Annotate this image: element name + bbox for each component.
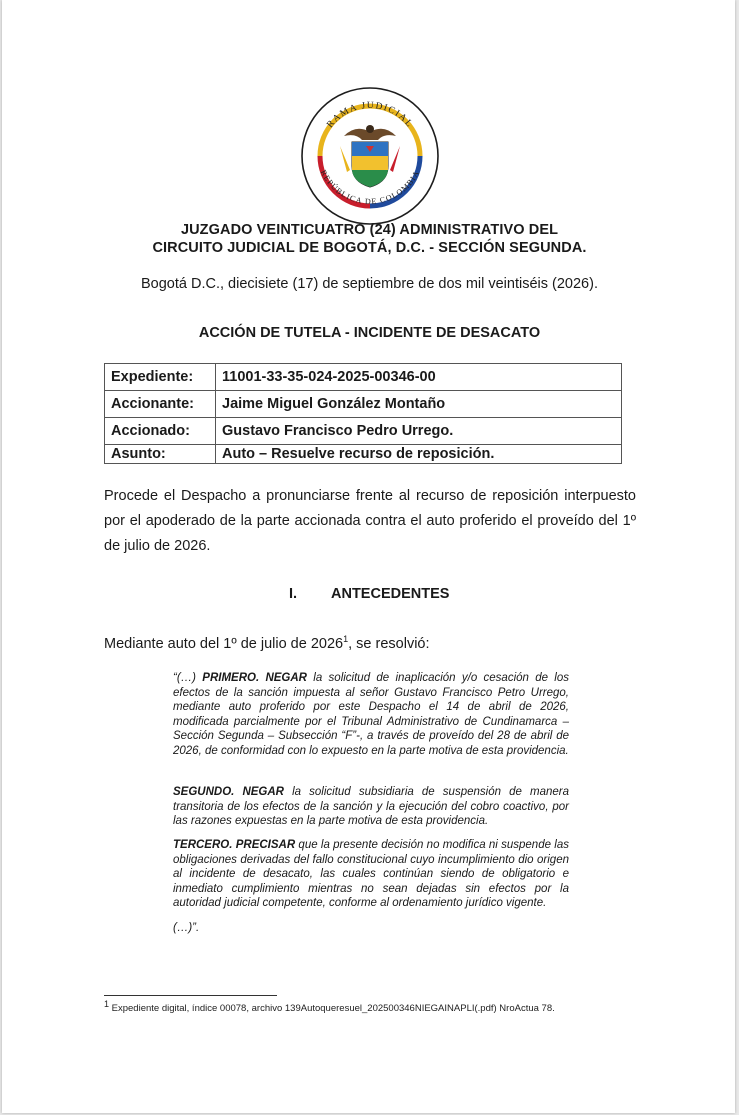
footnote-reference: 1 — [343, 634, 349, 645]
coat-of-arms-shield-icon — [352, 142, 388, 187]
quote-paragraph-3 — [173, 838, 569, 911]
section-number: I. — [289, 586, 298, 602]
table-row — [105, 391, 622, 418]
footnote — [104, 998, 704, 1014]
table-row — [105, 445, 622, 464]
seal-bottom-text: REPÚBLICA DE COLOMBIA — [318, 168, 422, 207]
seal-top-text: RAMA JUDICIAL — [325, 100, 415, 131]
quote-lead-tercero: TERCERO. PRECISAR — [173, 839, 296, 851]
case-value: Auto – Resuelve recurso de reposición. — [216, 445, 622, 464]
quote-text-primero: la solicitud de inaplicación y/o cesación de los efectos de la sanción impuesta al señor Gustavo Francisco Petro Urrego, mediante auto proferido por este Despacho el 14 de abril de 2026, modificada parcialmente por el Tribunal Administrativo de Cundinamarca – Sección Segunda – Subsección “F”-, a través de proveído del 28 de abril de 2026, de conformidad con lo expuesto en la parte motiva de esta providencia. — [173, 672, 570, 757]
table-row — [105, 364, 622, 391]
document-title: ACCIÓN DE TUTELA - INCIDENTE DE DESACATO — [198, 325, 541, 341]
quote-lead-segundo: SEGUNDO. NEGAR — [173, 786, 284, 798]
resolved-tail: , se resolvió: — [348, 636, 430, 652]
case-label: Asunto: — [105, 445, 216, 464]
court-name-line-1: JUZGADO VEINTICUATRO (24) ADMINISTRATIVO DEL — [180, 222, 559, 238]
case-value: Gustavo Francisco Pedro Urrego. — [216, 418, 622, 445]
resolved-text: Mediante auto del 1º de julio de 2026 — [104, 636, 344, 652]
case-value: Jaime Miguel González Montaño — [216, 391, 622, 418]
rama-judicial-seal — [300, 86, 440, 226]
quote-paragraph-2 — [173, 785, 569, 829]
section-heading — [289, 586, 449, 602]
intro-paragraph: Procede el Despacho a pronunciarse frente al recurso de reposición interpuesto por el apoderado de la parte accionada contra el auto proferido el proveído del 1º de julio de 2026. — [104, 488, 636, 554]
court-name-line-2: CIRCUITO JUDICIAL DE BOGOTÁ, D.C. - SECCIÓN SEGUNDA. — [152, 240, 587, 256]
resolved-paragraph — [104, 632, 636, 657]
case-label: Accionante: — [105, 391, 216, 418]
case-value: 11001-33-35-024-2025-00346-00 — [216, 364, 622, 391]
quote-opening: “(…) — [173, 672, 203, 684]
quote-closing: (…)”. — [173, 922, 200, 934]
case-label: Accionado: — [105, 418, 216, 445]
quote-paragraph-1 — [173, 671, 569, 759]
section-title: ANTECEDENTES — [331, 586, 450, 602]
case-details-table — [104, 363, 622, 464]
footnote-text: Expediente digital, índice 00078, archivo 139Autoqueresuel_202500346NIEGAINAPLI(.pdf) NroActua 78. — [109, 1003, 555, 1014]
table-row — [105, 418, 622, 445]
footnote-marker: 1 — [104, 998, 110, 1009]
quote-text-segundo: la solicitud subsidiaria de suspensión de manera transitoria de los efectos de la sanción y la ejecución del cobro coactivo, por las razones expuestas en la parte motiva de esta providencia. — [173, 786, 569, 828]
footnote-divider — [104, 995, 277, 996]
quote-text-tercero: que la presente decisión no modifica ni suspende las obligaciones derivadas del fallo constitucional cuyo incumplimiento dio origen al incidente de desacato, las cuales continúan siendo de obligatorio e inmediato cumplimiento mientras no sean dejadas sin efectos por la autoridad judicial competente, conforme al ordenamiento jurídico vigente. — [173, 839, 569, 910]
case-label: Expediente: — [105, 364, 216, 391]
date-line: Bogotá D.C., diecisiete (17) de septiembre de dos mil veintiséis (2026). — [141, 276, 598, 292]
quote-lead-primero: PRIMERO. NEGAR — [202, 672, 307, 684]
